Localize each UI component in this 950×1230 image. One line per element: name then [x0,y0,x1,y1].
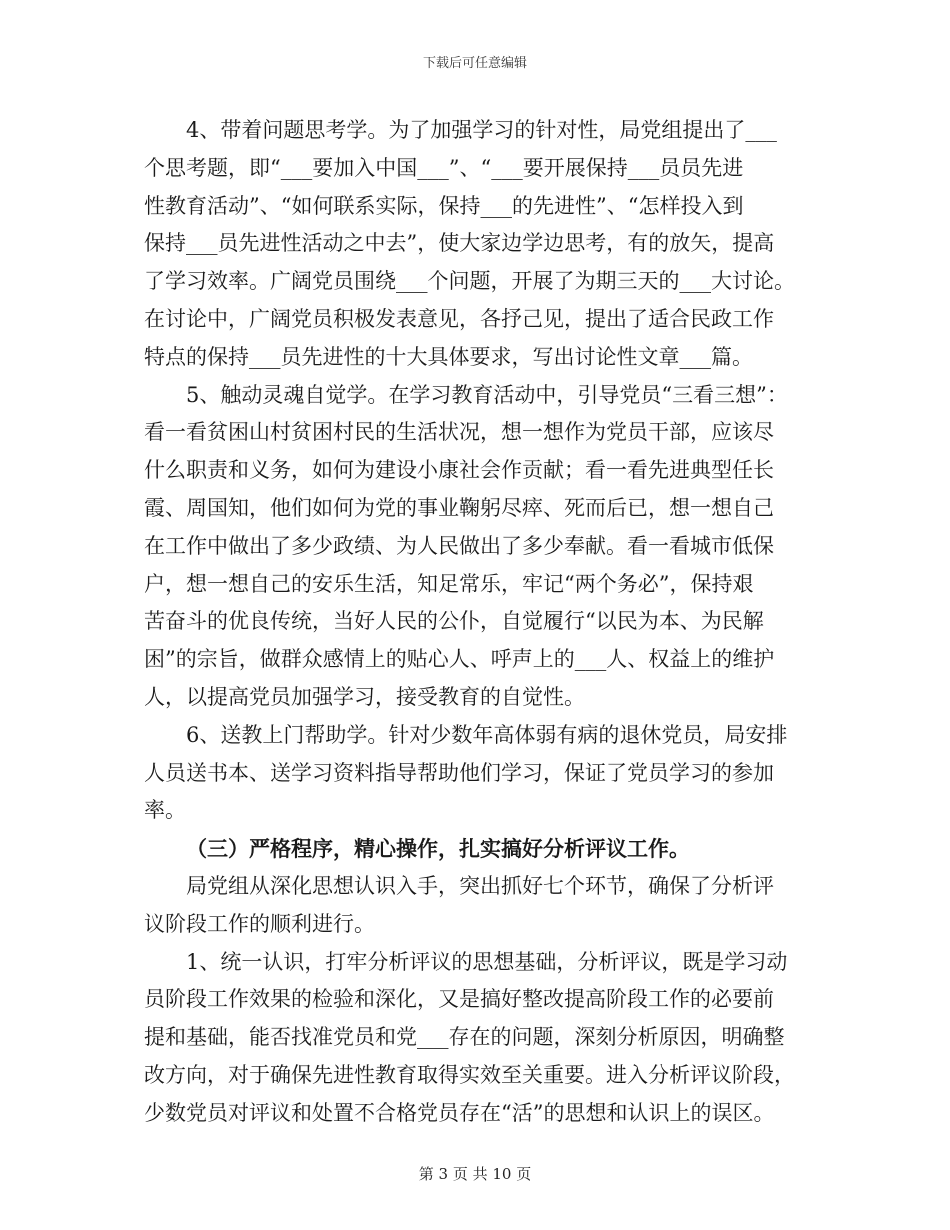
text-line: 在工作中做出了多少政绩、为人民做出了多少奉献。看一看城市低保 [144,533,774,558]
text-line: 少数党员对评议和处置不合格党员存在“活”的思想和认识上的误区。 [144,1100,775,1125]
text-line: 什么职责和义务，如何为建设小康社会作贡献；看一看先进典型任长 [144,458,774,483]
text-line: 户，想一想自己的安乐生活，知足常乐，牢记“两个务必”，保持艰 [144,571,754,596]
text-line: 局党组从深化思想认识入手，突出抓好七个环节，确保了分析评 [186,873,774,898]
text-line: 在讨论中，广阔党员积极发表意见，各抒己见，提出了适合民政工作 [144,306,774,331]
text-line: 提和基础，能否找准党员和党___存在的问题，深刻分析原因，明确整 [144,1025,785,1050]
text-line: 5、触动灵魂自觉学。在学习教育活动中，引导党员“三看三想”： [186,382,788,407]
text-line: 人，以提高党员加强学习，接受教育的自觉性。 [144,684,585,709]
text-line: 率。 [144,798,186,823]
text-line: 特点的保持___员先进性的十大具体要求，写出讨论性文章___篇。 [144,344,753,369]
text-line: 困”的宗旨，做群众感情上的贴心人、呼声上的___人、权益上的维护 [144,647,775,672]
text-line: 1、统一认识，打牢分析评议的思想基础，分析评议，既是学习动 [186,949,788,974]
document-body [144,112,814,1133]
text-line: 6、送教上门帮助学。针对少数年高体弱有病的退休党员，局安排 [186,722,788,747]
text-line: 人员送书本、送学习资料指导帮助他们学习，保证了党员学习的参加 [144,760,774,785]
text-line: 了学习效率。广阔党员围绕___个问题，开展了为期三天的___大讨论。 [144,269,795,294]
section-heading: （三）严格程序，精心操作，扎实搞好分析评议工作。 [186,836,690,862]
page-footer: 第 3 页 共 10 页 [418,1165,532,1183]
text-line: 员阶段工作效果的检验和深化，又是搞好整改提高阶段工作的必要前 [144,987,774,1012]
text-line: 改方向，对于确保先进性教育取得实效至关重要。进入分析评议阶段， [144,1062,795,1087]
text-line: 议阶段工作的顺利进行。 [144,911,375,936]
text-line: 霞、周国知，他们如何为党的事业鞠躬尽瘁、死而后已，想一想自己 [144,495,774,520]
text-line: 保持___员先进性活动之中去”，使大家边学边思考，有的放矢，提高 [144,231,775,256]
page-header: 下载后可任意编辑 [422,56,527,71]
text-line: 4、带着问题思考学。为了加强学习的针对性，局党组提出了___ [186,118,777,142]
text-line: 性教育活动”、“如何联系实际，保持___的先进性”、“怎样投入到 [144,193,744,218]
text-line: 个思考题，即“___要加入中国___”、“___要开展保持___员员先进 [144,155,744,180]
text-line: 苦奋斗的优良传统，当好人民的公仆，自觉履行“以民为本、为民解 [144,609,764,634]
text-line: 看一看贫困山村贫困村民的生活状况，想一想作为党员干部，应该尽 [144,420,774,445]
